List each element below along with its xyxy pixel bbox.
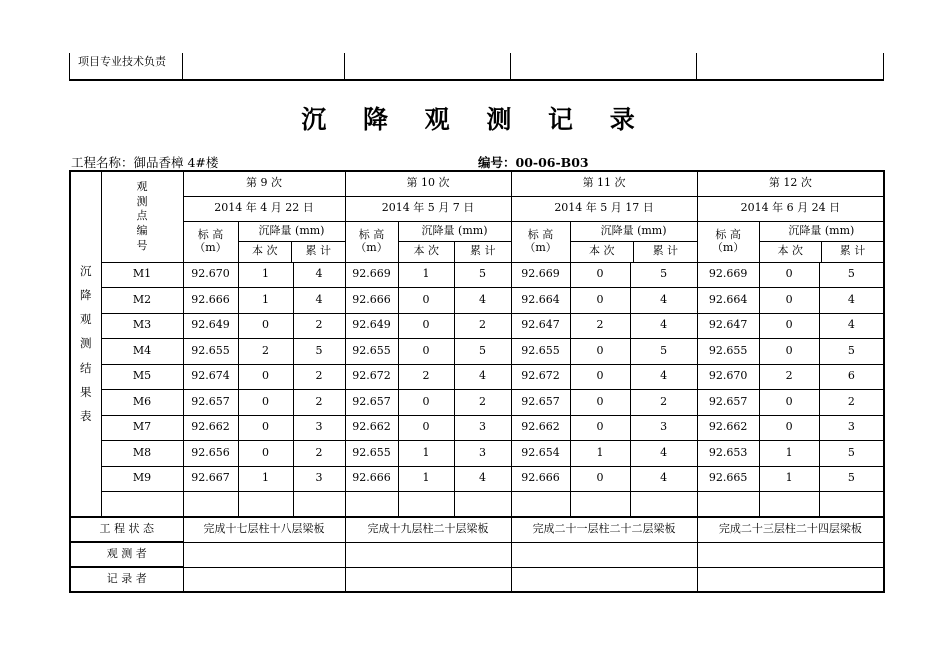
settle-this: 1 [238,466,293,492]
height-unit: （m） [711,240,745,254]
height-label: 标 高 [197,227,224,241]
settle-this: 2 [570,313,630,339]
settle-this: 2 [398,364,454,390]
height-value: 92.657 [697,390,759,416]
height-unit: （m） [524,240,557,254]
settle-this: 0 [759,313,819,339]
table-row [70,466,884,492]
settlement-table [69,170,885,593]
document-code: 编号：00-06-B03 [478,155,589,170]
settle-this: 0 [759,288,819,314]
height-value: 92.664 [511,288,570,314]
height-value: 92.672 [345,364,398,390]
height-value: 92.655 [345,339,398,365]
table-row [70,313,884,339]
settle-this: 1 [759,441,819,467]
height-value: 92.647 [511,313,570,339]
settle-total: 5 [454,339,511,365]
settle-total: 4 [454,288,511,314]
settle-this: 1 [398,466,454,492]
settle-total: 4 [630,313,697,339]
settle-this: 0 [238,313,293,339]
page-title: 沉 降 观 测 记 录 [301,105,649,134]
settle-this: 0 [570,339,630,365]
side-label-char: 降 [80,287,92,302]
height-value: 92.655 [183,339,238,365]
settle-total: 4 [293,262,345,288]
group-title: 第 10 次 [345,171,511,196]
height-value: 92.674 [183,364,238,390]
point-header-char: 点 [136,209,148,223]
status-value: 完成二十一层柱二十二层梁板 [511,517,697,542]
settle-total: 4 [454,466,511,492]
settle-this: 1 [398,441,454,467]
settle-total: 5 [293,339,345,365]
side-label-char: 果 [80,384,92,399]
side-label-char: 测 [80,336,92,351]
settle-header [398,221,511,262]
height-value: 92.672 [511,364,570,390]
project-name: 工程名称：御品香樟 4#楼 [71,155,219,170]
height-value: 92.649 [345,313,398,339]
height-value: 92.647 [697,313,759,339]
settle-total: 4 [819,313,884,339]
settle-this: 2 [238,339,293,365]
height-value: 92.665 [697,466,759,492]
settle-total: 3 [293,415,345,441]
height-value: 92.649 [183,313,238,339]
height-value: 92.655 [345,441,398,467]
group-date: 2014 年 5 月 17 日 [511,196,697,221]
total-label: 累 计 [839,244,866,258]
recorder-value [511,567,697,592]
settle-total: 2 [454,313,511,339]
settle-label: 沉降量 (mm) [571,222,697,243]
height-value: 92.670 [697,364,759,390]
this-label: 本 次 [399,242,456,262]
settle-total [630,492,697,518]
settle-this [570,492,630,518]
point-id: M5 [101,364,183,390]
settle-this: 1 [398,262,454,288]
height-header [183,221,238,262]
settle-this: 1 [759,466,819,492]
point-id: M6 [101,390,183,416]
side-label [70,171,101,517]
total-label: 累 计 [305,244,332,258]
table-row [70,441,884,467]
settle-header [759,221,884,262]
status-value: 完成十七层柱十八层梁板 [183,517,345,542]
point-header [101,171,183,262]
this-label: 本 次 [571,242,635,262]
status-value: 完成十九层柱二十层梁板 [345,517,511,542]
tech-lead-cell-2 [345,53,511,80]
settle-total: 3 [630,415,697,441]
settle-this: 0 [570,415,630,441]
recorder-row [70,567,884,592]
side-label-char: 沉 [80,263,92,278]
side-label-char: 表 [80,409,92,424]
height-unit: （m） [355,240,388,254]
observer-value [511,542,697,567]
settle-total: 3 [454,441,511,467]
settle-this: 0 [759,262,819,288]
tech-lead-cell-4 [697,53,884,80]
settle-this: 0 [398,339,454,365]
height-label: 标 高 [527,227,554,241]
table-row [70,262,884,288]
settle-this [398,492,454,518]
settle-total: 4 [454,364,511,390]
settle-total: 5 [819,339,884,365]
settle-this: 0 [570,466,630,492]
recorder-value [345,567,511,592]
group-date: 2014 年 4 月 22 日 [183,196,345,221]
settle-total: 4 [630,364,697,390]
settle-this: 0 [398,313,454,339]
height-value [183,492,238,518]
settle-this: 0 [398,390,454,416]
settle-total: 3 [454,415,511,441]
settle-this: 0 [570,364,630,390]
observer-value [183,542,345,567]
status-label: 工 程 状 态 [70,517,183,542]
table-row [70,288,884,314]
table-row [70,339,884,365]
height-value: 92.670 [183,262,238,288]
group-title: 第 11 次 [511,171,697,196]
settle-this: 0 [759,339,819,365]
point-id: M9 [101,466,183,492]
height-header [345,221,398,262]
total-label: 累 计 [470,244,496,258]
point-id: M2 [101,288,183,314]
settle-total [454,492,511,518]
height-value: 92.656 [183,441,238,467]
point-id: M1 [101,262,183,288]
total-label: 累 计 [652,244,679,258]
settle-total: 4 [293,288,345,314]
height-value: 92.664 [697,288,759,314]
point-header-char: 编 [136,224,148,238]
settle-this: 0 [238,415,293,441]
status-value: 完成二十三层柱二十四层梁板 [697,517,884,542]
settle-this: 1 [238,288,293,314]
settle-this: 1 [570,441,630,467]
settle-total: 2 [293,441,345,467]
settle-total [819,492,884,518]
tech-lead-cell-3 [511,53,697,80]
height-header [511,221,570,262]
settle-total [293,492,345,518]
settle-this: 0 [570,390,630,416]
height-value: 92.655 [511,339,570,365]
group-title: 第 12 次 [697,171,884,196]
height-value: 92.657 [345,390,398,416]
observer-row [70,542,884,567]
settle-total: 2 [630,390,697,416]
settle-total: 4 [630,466,697,492]
recorder-label: 记 录 者 [70,567,183,592]
this-label: 本 次 [239,242,293,262]
settle-this [759,492,819,518]
point-header-char: 测 [136,194,148,208]
settle-this [238,492,293,518]
settle-total: 2 [293,313,345,339]
group-title: 第 9 次 [183,171,345,196]
point-header-char: 观 [136,180,148,194]
height-header [697,221,759,262]
settle-total: 5 [819,441,884,467]
height-value: 92.667 [183,466,238,492]
settle-total: 3 [819,415,884,441]
observer-value [345,542,511,567]
top-signature-row [69,53,884,81]
settle-total: 4 [630,288,697,314]
settle-total: 3 [293,466,345,492]
point-id: M4 [101,339,183,365]
group-date: 2014 年 6 月 24 日 [697,196,884,221]
height-value [511,492,570,518]
height-value [345,492,398,518]
height-label: 标 高 [715,227,741,241]
recorder-value [697,567,884,592]
settle-this: 0 [759,415,819,441]
table-row [70,415,884,441]
settle-total: 4 [819,288,884,314]
height-value: 92.653 [697,441,759,467]
status-row [70,517,884,542]
height-value: 92.666 [183,288,238,314]
settle-label: 沉降量 (mm) [399,222,511,243]
height-unit: （m） [194,240,227,254]
settle-total: 2 [293,364,345,390]
height-value [697,492,759,518]
settle-total: 5 [819,262,884,288]
table-row [70,492,884,518]
settle-header [238,221,345,262]
group-date: 2014 年 5 月 7 日 [345,196,511,221]
point-id: M7 [101,415,183,441]
settle-total: 2 [819,390,884,416]
tech-lead-cell-1 [183,53,345,80]
table-row [70,390,884,416]
settle-this: 0 [398,288,454,314]
tech-lead-label: 项目专业技术负责 [70,53,183,80]
observer-label: 观 测 者 [70,542,183,567]
settle-total: 2 [454,390,511,416]
settle-this: 0 [238,364,293,390]
settle-total: 6 [819,364,884,390]
settle-this: 0 [238,441,293,467]
settle-this: 0 [570,262,630,288]
point-id: M8 [101,441,183,467]
height-value: 92.669 [697,262,759,288]
side-label-char: 观 [80,312,92,327]
settle-this: 0 [759,390,819,416]
point-header-char: 号 [136,238,148,252]
height-value: 92.662 [697,415,759,441]
height-value: 92.666 [345,288,398,314]
settle-this: 0 [398,415,454,441]
table-row [70,364,884,390]
point-id: M3 [101,313,183,339]
settle-header [570,221,697,262]
settle-total: 2 [293,390,345,416]
height-value: 92.654 [511,441,570,467]
height-value: 92.662 [345,415,398,441]
height-value: 92.662 [183,415,238,441]
settle-total: 4 [630,441,697,467]
settle-total: 5 [454,262,511,288]
settle-label: 沉降量 (mm) [760,222,884,243]
height-value: 92.657 [183,390,238,416]
height-value: 92.669 [345,262,398,288]
height-value: 92.655 [697,339,759,365]
settle-total: 5 [630,262,697,288]
point-id [101,492,183,518]
settle-this: 2 [759,364,819,390]
height-value: 92.666 [345,466,398,492]
settle-this: 0 [570,288,630,314]
recorder-value [183,567,345,592]
height-value: 92.666 [511,466,570,492]
settle-total: 5 [819,466,884,492]
settle-label: 沉降量 (mm) [239,222,345,243]
settle-this: 1 [238,262,293,288]
this-label: 本 次 [760,242,822,262]
settle-total: 5 [630,339,697,365]
height-value: 92.657 [511,390,570,416]
settle-this: 0 [238,390,293,416]
height-value: 92.669 [511,262,570,288]
observer-value [697,542,884,567]
side-label-char: 结 [80,360,92,375]
height-label: 标 高 [358,227,385,241]
height-value: 92.662 [511,415,570,441]
